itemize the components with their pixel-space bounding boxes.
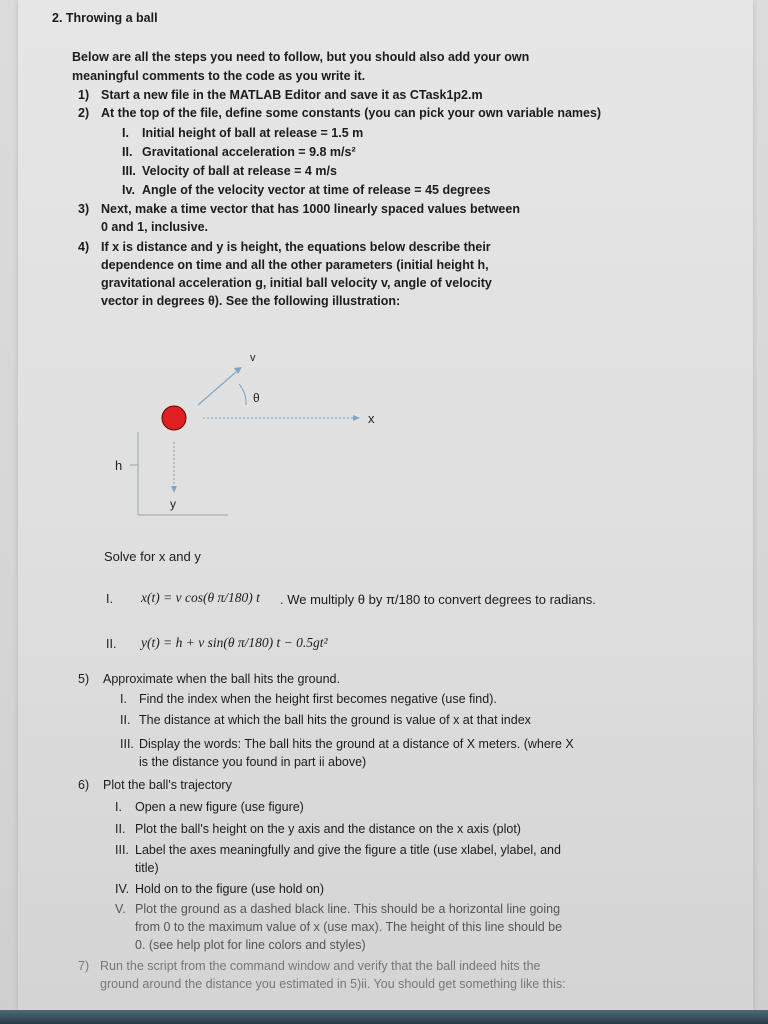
step-6-item-3-line-2: title): [135, 861, 159, 875]
step-5-item-2-line-1: The distance at which the ball hits the ground is value of x at that index: [139, 713, 531, 727]
step-5-item-1-line-1: Find the index when the height first becomes negative (use find).: [139, 692, 497, 706]
equation-2: y(t) = h + v sin(θ π/180) t − 0.5gt²: [141, 635, 328, 650]
step-6-item-4-number: IV.: [115, 882, 130, 896]
step-4-line-4: vector in degrees θ). See the following illustration:: [101, 294, 401, 308]
step-5-text: Approximate when the ball hits the ground.: [103, 672, 340, 686]
step-5-item-1-number: I.: [120, 692, 127, 706]
theta-label: θ: [253, 391, 260, 405]
step-6-item-5-number: V.: [115, 902, 126, 916]
step-3-line-1: Next, make a time vector that has 1000 linearly spaced values between: [101, 202, 520, 216]
step-7-number: 7): [78, 959, 90, 973]
step-2-item-3-number: III.: [122, 164, 136, 178]
solve-label: Solve for x and y: [104, 549, 201, 564]
step-2-number: 2): [78, 106, 90, 120]
step-7-line-2: ground around the distance you estimated in 5)ii. You should get something like this:: [100, 977, 566, 991]
intro-line-2: meaningful comments to the code as you write it.: [72, 69, 366, 83]
step-5-item-3-number: III.: [120, 737, 134, 751]
step-6-item-2-number: II.: [115, 822, 126, 836]
step-2-item-1-text: Initial height of ball at release = 1.5 m: [142, 126, 364, 140]
step-5-number: 5): [78, 672, 90, 686]
step-1-number: 1): [78, 88, 90, 102]
step-3-number: 3): [78, 202, 90, 216]
intro-line-1: Below are all the steps you need to follow, but you should also add your own: [72, 50, 530, 64]
step-5-item-3-line-2: is the distance you found in part ii above): [139, 755, 367, 769]
x-axis-arrowhead: [353, 415, 360, 421]
step-2-item-3-text: Velocity of ball at release = 4 m/s: [142, 164, 337, 178]
equation-1: x(t) = v cos(θ π/180) t: [141, 590, 260, 605]
step-6-item-2-line-1: Plot the ball's height on the y axis and the distance on the x axis (plot): [135, 822, 521, 836]
step-4-line-2: dependence on time and all the other parameters (initial height h,: [101, 258, 489, 272]
step-6-text: Plot the ball's trajectory: [103, 778, 232, 792]
step-4-line-3: gravitational acceleration g, initial ball velocity v, angle of velocity: [101, 276, 492, 290]
step-4-number: 4): [78, 240, 90, 254]
x-axis-label: x: [368, 411, 375, 426]
step-2-item-2-text: Gravitational acceleration = 9.8 m/s²: [142, 145, 356, 159]
step-7-line-1: Run the script from the command window and verify that the ball indeed hits the: [100, 959, 541, 973]
step-2-item-4-number: Iv.: [122, 183, 135, 197]
step-5-item-2-number: II.: [120, 713, 131, 727]
angle-arc: [239, 384, 246, 405]
step-4-line-1: If x is distance and y is height, the equations below describe their: [101, 240, 491, 254]
step-3-line-2: 0 and 1, inclusive.: [101, 220, 208, 234]
step-2-item-1-number: I.: [122, 126, 129, 140]
step-6-item-5-line-3: 0. (see help plot for line colors and styles): [135, 938, 366, 952]
step-6-item-3-number: III.: [115, 843, 129, 857]
ball: [162, 406, 186, 430]
equation-1-note: . We multiply θ by π/180 to convert degrees to radians.: [280, 592, 596, 607]
step-6-item-4-line-1: Hold on to the figure (use hold on): [135, 882, 325, 896]
step-6-item-1-number: I.: [115, 800, 122, 814]
step-6-item-5-line-2: from 0 to the maximum value of x (use max). The height of this line should be: [135, 920, 563, 934]
section-heading: 2. Throwing a ball: [52, 11, 158, 25]
step-6-item-1-line-1: Open a new figure (use figure): [135, 800, 304, 814]
step-6-item-3-line-1: Label the axes meaningfully and give the figure a title (use xlabel, ylabel, and: [135, 843, 561, 857]
y-axis-arrowhead: [171, 486, 177, 493]
equation-1-number: I.: [106, 592, 113, 606]
step-1-text: Start a new file in the MATLAB Editor and save it as CTask1p2.m: [101, 88, 483, 102]
y-axis-label: y: [170, 497, 176, 511]
height-label: h: [115, 458, 123, 473]
velocity-vector: [198, 372, 236, 405]
velocity-label: v: [250, 352, 256, 364]
equation-2-number: II.: [106, 637, 117, 651]
step-2-item-2-number: II.: [122, 145, 133, 159]
document-page: [18, 0, 753, 1010]
step-2-text: At the top of the file, define some constants (you can pick your own variable names): [101, 106, 602, 120]
step-6-item-5-line-1: Plot the ground as a dashed black line. This should be a horizontal line going: [135, 902, 561, 916]
trajectory-diagram: [18, 340, 753, 560]
screen-bottom-edge: [0, 1010, 768, 1024]
step-6-number: 6): [78, 778, 90, 792]
step-5-item-3-line-1: Display the words: The ball hits the ground at a distance of X meters. (where X: [139, 737, 574, 751]
step-2-item-4-text: Angle of the velocity vector at time of release = 45 degrees: [142, 183, 491, 197]
